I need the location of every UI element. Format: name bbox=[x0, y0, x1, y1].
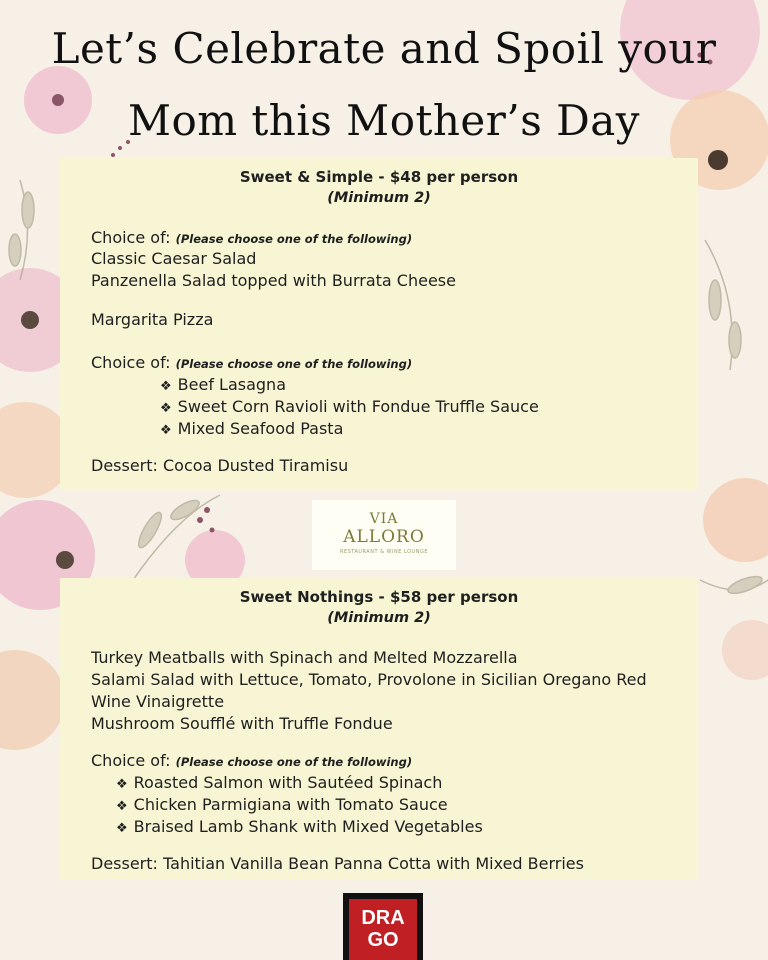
menu-title: Sweet Nothings - $58 per person bbox=[239, 588, 519, 606]
list-item-text: Beef Lasagna bbox=[177, 375, 286, 394]
bullet-icon: ❖ bbox=[116, 777, 128, 792]
headline-line-2: Mom this Mother’s Day bbox=[127, 96, 641, 145]
list-item bbox=[160, 375, 286, 394]
menu-item: Salami Salad with Lettuce, Tomato, Provolone in Sicilian Oregano Red bbox=[91, 670, 647, 689]
drago-logo bbox=[343, 893, 423, 960]
dessert-line: Dessert: Cocoa Dusted Tiramisu bbox=[91, 456, 349, 475]
logo-text-line-1: DRA bbox=[361, 907, 405, 929]
choice-heading bbox=[91, 228, 412, 247]
list-item bbox=[116, 817, 483, 836]
list-item-text: Mixed Seafood Pasta bbox=[177, 419, 344, 438]
bullet-icon: ❖ bbox=[160, 401, 172, 416]
choice-label: Choice of: bbox=[91, 751, 171, 770]
flower-right-mid bbox=[703, 478, 768, 562]
menu-minimum: (Minimum 2) bbox=[327, 190, 431, 206]
menu-item: Turkey Meatballs with Spinach and Melted Mozzarella bbox=[91, 648, 518, 667]
list-item bbox=[160, 419, 343, 438]
choice-label: Choice of: bbox=[91, 353, 171, 372]
bullet-icon: ❖ bbox=[116, 799, 128, 814]
choice-heading bbox=[91, 353, 412, 372]
flower-left-bottom bbox=[0, 650, 65, 750]
list-item-text: Braised Lamb Shank with Mixed Vegetables bbox=[133, 817, 483, 836]
menu-card-sweet-nothings bbox=[60, 578, 698, 880]
menu-card-sweet-simple bbox=[60, 158, 698, 490]
flower-right-low bbox=[722, 620, 768, 680]
choice-note: (Please choose one of the following) bbox=[175, 232, 413, 246]
list-item-text: Sweet Corn Ravioli with Fondue Truffle Sauce bbox=[177, 397, 539, 416]
menu-item: Mushroom Soufflé with Truffle Fondue bbox=[91, 714, 393, 733]
choice-heading bbox=[91, 751, 412, 770]
choice-label: Choice of: bbox=[91, 228, 171, 247]
menu-item: Wine Vinaigrette bbox=[91, 692, 225, 711]
logo-text-line-1: VIA bbox=[369, 511, 399, 527]
dessert-line: Dessert: Tahitian Vanilla Bean Panna Cotta with Mixed Berries bbox=[91, 854, 584, 873]
via-alloro-logo bbox=[312, 500, 456, 570]
menu-item: Panzenella Salad topped with Burrata Cheese bbox=[91, 271, 456, 290]
drago-logo-mark bbox=[349, 899, 417, 960]
choice-note: (Please choose one of the following) bbox=[175, 755, 413, 769]
list-item bbox=[116, 773, 442, 792]
logo-text-line-2: GO bbox=[367, 929, 399, 951]
menu-minimum: (Minimum 2) bbox=[327, 610, 431, 626]
list-item bbox=[116, 795, 448, 814]
headline-line-1: Let’s Celebrate and Spoil your bbox=[51, 24, 717, 73]
menu-item: Margarita Pizza bbox=[91, 310, 214, 329]
logo-text-line-2: ALLORO bbox=[343, 527, 425, 547]
menu-title: Sweet & Simple - $48 per person bbox=[239, 168, 519, 186]
list-item-text: Roasted Salmon with Sautéed Spinach bbox=[133, 773, 443, 792]
list-item-text: Chicken Parmigiana with Tomato Sauce bbox=[133, 795, 448, 814]
logo-subtitle: RESTAURANT & WINE LOUNGE bbox=[339, 549, 428, 555]
bullet-icon: ❖ bbox=[160, 379, 172, 394]
choice-note: (Please choose one of the following) bbox=[175, 357, 413, 371]
bullet-icon: ❖ bbox=[160, 423, 172, 438]
bullet-icon: ❖ bbox=[116, 821, 128, 836]
list-item bbox=[160, 397, 539, 416]
menu-item: Classic Caesar Salad bbox=[91, 249, 257, 268]
